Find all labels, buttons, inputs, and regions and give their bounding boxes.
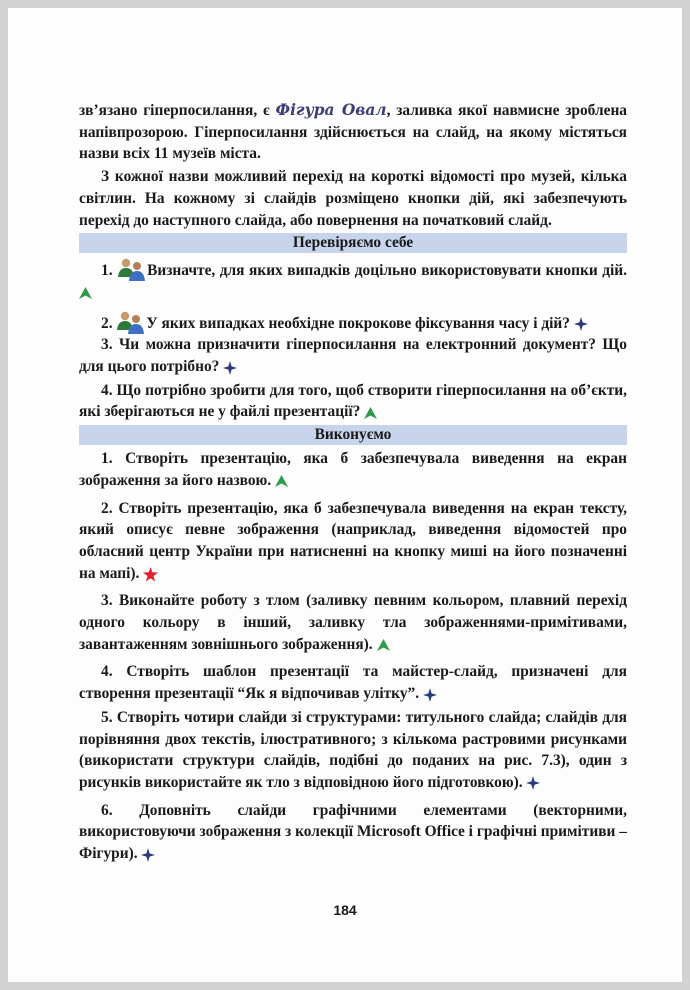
question-item: 4. Що потрібно зробити для того, щоб створити гіперпосилання на об’єкти, які зберігаються не у файлі презентації? <box>79 381 627 421</box>
people-group-icon <box>116 310 146 334</box>
intro-paragraph-1: зв’язано гіперпосилання, є Фігура Овал, заливка якої навмисне зроблена напівпрозорою. Гіперпосилання здійснюється на слайд, на якому містяться назви всіх 11 музеїв міста. <box>79 101 628 163</box>
green-triangle-icon <box>377 639 390 651</box>
section-header-do: Виконуємо <box>79 425 627 445</box>
figure-oval-term: Фігура Овал <box>275 101 387 119</box>
task-item: 5. Створіть чотири слайди зі структурами: титульного слайда; слайдів для порівняння двох текстів, ілюстративного; з кількома растровими рисунками (використати структури слайдів, подібні до поданих на рис. 7.3), один з рисунків використайте як тло з відповідною його підготовкою). <box>79 708 627 791</box>
green-triangle-icon <box>275 475 288 487</box>
section-header-check: Перевіряємо себе <box>79 233 627 253</box>
question-item: 1. Визначте, для яких випадків доцільно використовувати кнопки дій. <box>79 257 627 303</box>
question-item: 3. Чи можна призначити гіперпосилання на електронний документ? Що для цього потрібно? <box>79 336 627 376</box>
blue-star-icon <box>526 776 540 790</box>
blue-star-icon <box>423 688 437 702</box>
red-star-icon <box>143 567 158 582</box>
page-content <box>79 100 627 865</box>
document-page <box>8 8 682 982</box>
green-triangle-icon <box>79 287 92 299</box>
task-item: 4. Створіть шаблон презентації та майстер-слайд, призначені для створення презентації “Як я відпочивав улітку”. <box>79 663 627 703</box>
task-item: 6. Доповніть слайди графічними елементами (векторними, використовуючи зображення з колекції Microsoft Office і графічні примітиви – Фігури). <box>79 801 627 863</box>
green-triangle-icon <box>364 407 377 419</box>
task-item: 1. Створіть презентацію, яка б забезпечувала виведення на екран зображення за його назвою. <box>79 450 627 489</box>
intro-paragraph-2: З кожної назви можливий перехід на короткі відомості про музей, кілька світлин. На кожному зі слайдів розміщено кнопки дій, які забезпечують перехід до наступного слайда, або повернення на початковий слайд. <box>79 168 627 229</box>
page-number: 184 <box>333 902 357 918</box>
blue-star-icon <box>574 317 588 331</box>
task-item: 2. Створіть презентацію, яка б забезпечувала виведення на екран тексту, який описує певне зображення (наприклад, виведення відомостей про обласний центр України при натисненні на кнопку миші на його позначенні на мапі). <box>79 499 627 582</box>
blue-star-icon <box>141 848 155 862</box>
people-group-icon <box>117 257 147 281</box>
task-item: 3. Виконайте роботу з тлом (заливку певним кольором, плавний перехід одного кольору в інший, заливку тла зображеннями-примітивами, завантаженням зовнішнього зображення). <box>79 592 627 653</box>
blue-star-icon <box>223 361 237 375</box>
question-item: 2. У яких випадках необхідне покрокове фіксування часу і дій? <box>79 310 627 335</box>
